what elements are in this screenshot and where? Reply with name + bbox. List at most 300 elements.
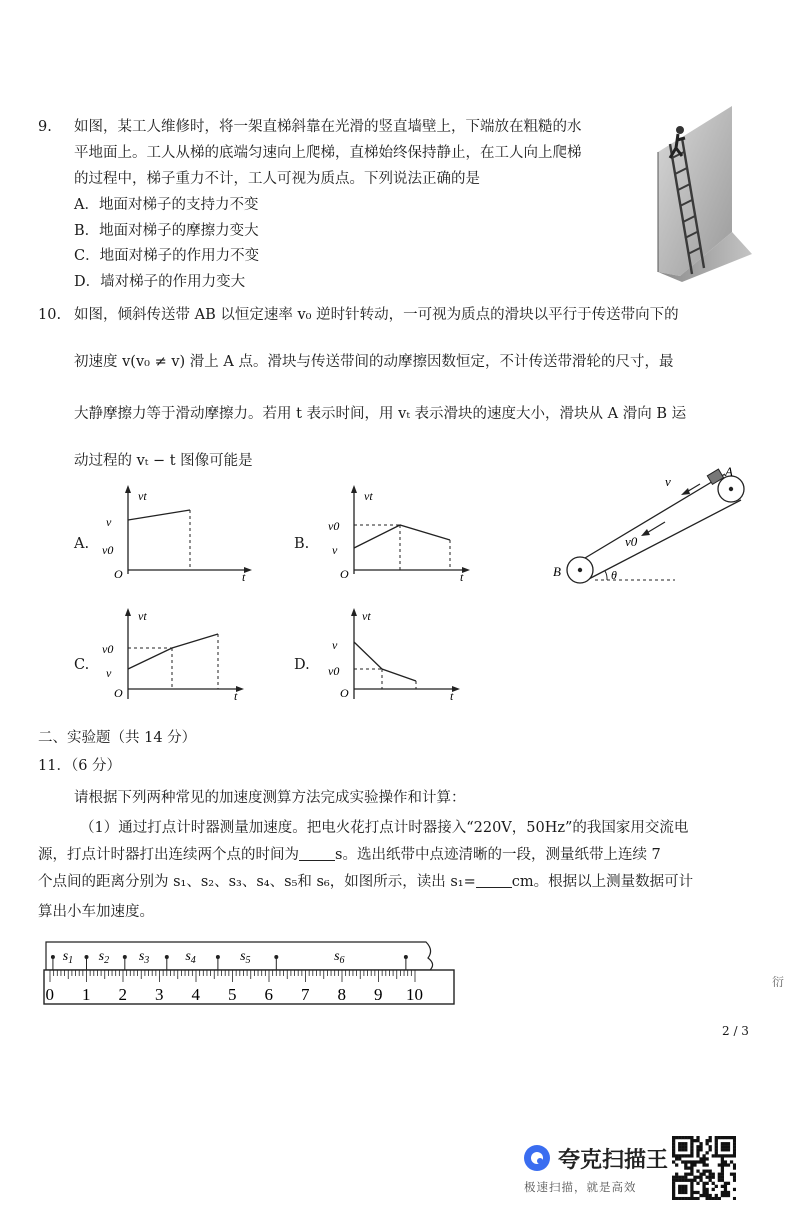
qr-module bbox=[702, 1163, 705, 1166]
graph-b-curve bbox=[354, 525, 450, 548]
qr-module bbox=[690, 1139, 693, 1142]
ruler-number: 9 bbox=[374, 985, 383, 1004]
belt-b-label: B bbox=[553, 564, 561, 579]
ruler-number: 5 bbox=[228, 985, 237, 1004]
ruler-number: 2 bbox=[118, 985, 127, 1004]
qr-module bbox=[706, 1157, 709, 1160]
qr-module bbox=[687, 1166, 690, 1169]
tape-dot bbox=[165, 955, 169, 959]
graph-d-v-tick: v bbox=[332, 638, 338, 652]
section-title: 二、实验题（共 14 分） bbox=[38, 730, 197, 746]
qr-module bbox=[702, 1154, 705, 1157]
qr-module bbox=[733, 1197, 736, 1200]
qr-module bbox=[693, 1163, 696, 1166]
graph-b-origin: O bbox=[340, 567, 349, 581]
qr-module bbox=[706, 1170, 709, 1173]
qr-module bbox=[684, 1148, 687, 1151]
qr-module bbox=[715, 1145, 718, 1148]
qr-module bbox=[706, 1142, 709, 1145]
qr-module bbox=[727, 1142, 730, 1145]
qr-module bbox=[721, 1157, 724, 1160]
q10-number: 10. bbox=[38, 307, 62, 323]
qr-module bbox=[709, 1173, 712, 1176]
qr-module bbox=[733, 1154, 736, 1157]
graph-b-ylabel: vt bbox=[364, 489, 373, 503]
qr-module bbox=[721, 1166, 724, 1169]
qr-module bbox=[696, 1170, 699, 1173]
graph-b-v-tick: v bbox=[332, 543, 338, 557]
graph-c-label: C. bbox=[74, 657, 90, 673]
qr-module bbox=[690, 1197, 693, 1200]
qr-module bbox=[712, 1197, 715, 1200]
qr-module bbox=[696, 1191, 699, 1194]
qr-module bbox=[724, 1160, 727, 1163]
qr-module bbox=[715, 1151, 718, 1154]
qr-module bbox=[681, 1197, 684, 1200]
qr-module bbox=[733, 1142, 736, 1145]
qr-module bbox=[684, 1136, 687, 1139]
graph-a-v-tick: v bbox=[106, 515, 112, 529]
qr-module bbox=[684, 1145, 687, 1148]
qr-module bbox=[706, 1188, 709, 1191]
tape-segment-label: $s_4$ bbox=[185, 949, 196, 966]
belt-v0-label: v0 bbox=[625, 534, 638, 549]
conveyor-belt-figure bbox=[545, 458, 760, 588]
qr-module bbox=[684, 1179, 687, 1182]
qr-module bbox=[709, 1194, 712, 1197]
qr-module bbox=[690, 1154, 693, 1157]
q11-header: 11．（6 分） bbox=[38, 758, 122, 774]
qr-module bbox=[721, 1142, 724, 1145]
qr-module bbox=[699, 1194, 702, 1197]
qr-module bbox=[721, 1170, 724, 1173]
qr-module bbox=[706, 1176, 709, 1179]
qr-module bbox=[715, 1154, 718, 1157]
qr-module bbox=[702, 1185, 705, 1188]
qr-module bbox=[709, 1170, 712, 1173]
qr-module bbox=[675, 1173, 678, 1176]
qr-module bbox=[699, 1157, 702, 1160]
qr-module bbox=[672, 1139, 675, 1142]
q9-option-b: B．地面对梯子的摩擦力变大 bbox=[74, 223, 259, 239]
qr-module bbox=[702, 1182, 705, 1185]
qr-module bbox=[727, 1182, 730, 1185]
tape-dot bbox=[404, 955, 408, 959]
qr-module bbox=[678, 1179, 681, 1182]
tape-dot bbox=[123, 955, 127, 959]
qr-module bbox=[678, 1191, 681, 1194]
qr-module bbox=[721, 1136, 724, 1139]
q9-option-a: A．地面对梯子的支持力不变 bbox=[74, 197, 259, 213]
qr-module bbox=[727, 1145, 730, 1148]
qr-module bbox=[709, 1179, 712, 1182]
qr-module bbox=[709, 1136, 712, 1139]
qr-module bbox=[696, 1160, 699, 1163]
qr-module bbox=[678, 1188, 681, 1191]
q11-p1-line3 bbox=[38, 872, 693, 892]
ruler-number: 0 bbox=[45, 985, 54, 1004]
q11-p1-line2-b: s。选出纸带中点迹清晰的一段，测量纸带上连续 7 bbox=[335, 847, 661, 863]
qr-module bbox=[718, 1197, 721, 1200]
q9-option-c: C．地面对梯子的作用力不变 bbox=[74, 248, 260, 264]
qr-module bbox=[681, 1185, 684, 1188]
qr-module bbox=[675, 1197, 678, 1200]
qr-module bbox=[706, 1194, 709, 1197]
ruler-figure bbox=[40, 936, 460, 1008]
qr-module bbox=[675, 1154, 678, 1157]
qr-module bbox=[690, 1160, 693, 1163]
qr-module bbox=[702, 1170, 705, 1173]
qr-module bbox=[681, 1154, 684, 1157]
qr-module bbox=[672, 1151, 675, 1154]
qr-module bbox=[702, 1157, 705, 1160]
qr-module bbox=[712, 1182, 715, 1185]
qr-module bbox=[690, 1194, 693, 1197]
answer-blank-period[interactable] bbox=[299, 846, 335, 861]
qr-module bbox=[681, 1148, 684, 1151]
qr-module bbox=[718, 1154, 721, 1157]
qr-module bbox=[690, 1163, 693, 1166]
qr-module bbox=[699, 1145, 702, 1148]
graph-c-curve bbox=[128, 634, 218, 669]
qr-module bbox=[684, 1154, 687, 1157]
tape-segment-label: $s_2$ bbox=[98, 949, 110, 966]
graph-a bbox=[98, 482, 258, 582]
q9-stem-line1: 如图，某工人维修时，将一架直梯斜靠在光滑的竖直墙壁上，下端放在粗糙的水 bbox=[74, 119, 582, 135]
graph-d-label: D. bbox=[294, 657, 310, 673]
belt-v-label: v bbox=[665, 474, 671, 489]
qr-module bbox=[724, 1145, 727, 1148]
qr-module bbox=[693, 1160, 696, 1163]
qr-module bbox=[675, 1176, 678, 1179]
qr-module bbox=[690, 1148, 693, 1151]
qr-module bbox=[693, 1179, 696, 1182]
qr-module bbox=[672, 1154, 675, 1157]
qr-module bbox=[727, 1136, 730, 1139]
qr-module bbox=[696, 1197, 699, 1200]
ruler-number: 7 bbox=[301, 985, 310, 1004]
qr-module bbox=[690, 1170, 693, 1173]
qr-module bbox=[712, 1188, 715, 1191]
qr-module bbox=[699, 1176, 702, 1179]
qr-module bbox=[715, 1148, 718, 1151]
qr-module bbox=[712, 1176, 715, 1179]
qr-module bbox=[733, 1166, 736, 1169]
ruler-number: 4 bbox=[191, 985, 200, 1004]
qr-module bbox=[721, 1194, 724, 1197]
graph-b-v0-tick: v0 bbox=[328, 519, 340, 533]
qr-module bbox=[724, 1191, 727, 1194]
graph-d-origin: O bbox=[340, 686, 349, 700]
tape-segment-label: $s_6$ bbox=[334, 949, 345, 966]
qr-module bbox=[730, 1173, 733, 1176]
qr-module bbox=[724, 1194, 727, 1197]
qr-module bbox=[699, 1179, 702, 1182]
qr-module bbox=[672, 1197, 675, 1200]
qr-module bbox=[687, 1179, 690, 1182]
qr-module bbox=[721, 1176, 724, 1179]
q11-p1-line3-b: cm。根据以上测量数据可计 bbox=[511, 874, 694, 890]
qr-module bbox=[678, 1185, 681, 1188]
qr-module bbox=[724, 1188, 727, 1191]
qr-module bbox=[699, 1160, 702, 1163]
qr-module bbox=[684, 1185, 687, 1188]
qr-module bbox=[706, 1191, 709, 1194]
q9-number: 9. bbox=[38, 119, 52, 135]
qr-module bbox=[675, 1136, 678, 1139]
tape-segment-label: $s_3$ bbox=[138, 949, 150, 966]
qr-module bbox=[724, 1142, 727, 1145]
qr-module bbox=[733, 1151, 736, 1154]
qr-module bbox=[724, 1136, 727, 1139]
qr-module bbox=[733, 1136, 736, 1139]
qr-module bbox=[696, 1148, 699, 1151]
belt-theta-label: θ bbox=[611, 568, 617, 582]
q11-p1-line2-a: 源，打点计时器打出连续两个点的时间为 bbox=[38, 847, 299, 863]
qr-module bbox=[709, 1145, 712, 1148]
qr-module bbox=[715, 1194, 718, 1197]
qr-module bbox=[678, 1145, 681, 1148]
ruler-number: 6 bbox=[264, 985, 273, 1004]
graph-d bbox=[320, 605, 480, 705]
q10-stem-line2: 初速度 v(v₀ ≠ v) 滑上 A 点。滑块与传送带间的动摩擦因数恒定，不计传送带滑轮的尺寸，最 bbox=[74, 354, 674, 370]
quark-logo-icon bbox=[522, 1143, 552, 1173]
qr-module bbox=[718, 1173, 721, 1176]
qr-module bbox=[672, 1148, 675, 1151]
graph-c bbox=[98, 605, 258, 705]
qr-module bbox=[727, 1154, 730, 1157]
qr-module bbox=[672, 1179, 675, 1182]
qr-module bbox=[675, 1163, 678, 1166]
qr-module bbox=[702, 1160, 705, 1163]
graph-a-origin: O bbox=[114, 567, 123, 581]
qr-module bbox=[690, 1182, 693, 1185]
qr-module bbox=[681, 1142, 684, 1145]
qr-module bbox=[672, 1182, 675, 1185]
graph-b-xlabel: t bbox=[460, 570, 464, 582]
side-mark: 衍 bbox=[772, 975, 785, 989]
qr-module bbox=[733, 1148, 736, 1151]
graph-b bbox=[320, 482, 480, 582]
qr-module bbox=[712, 1173, 715, 1176]
tape-dot bbox=[85, 955, 89, 959]
qr-module bbox=[687, 1154, 690, 1157]
qr-module bbox=[672, 1188, 675, 1191]
ladder-figure bbox=[640, 104, 755, 284]
qr-module bbox=[672, 1176, 675, 1179]
qr-module bbox=[709, 1197, 712, 1200]
graph-d-ylabel: vt bbox=[362, 609, 371, 623]
ruler-number: 3 bbox=[155, 985, 164, 1004]
qr-module bbox=[721, 1185, 724, 1188]
q10-stem-line3: 大静摩擦力等于滑动摩擦力。若用 t 表示时间，用 vₜ 表示滑块的速度大小，滑块从 A 滑向 B 运 bbox=[74, 406, 687, 422]
graph-d-curve bbox=[354, 642, 416, 681]
qr-module bbox=[696, 1182, 699, 1185]
qr-module bbox=[684, 1191, 687, 1194]
qr-module bbox=[681, 1191, 684, 1194]
qr-module bbox=[730, 1160, 733, 1163]
qr-module bbox=[733, 1176, 736, 1179]
graph-b-label: B. bbox=[294, 536, 310, 552]
qr-module bbox=[709, 1148, 712, 1151]
qr-module bbox=[678, 1136, 681, 1139]
qr-module bbox=[709, 1139, 712, 1142]
ruler-number: 8 bbox=[337, 985, 346, 1004]
qr-module bbox=[693, 1191, 696, 1194]
qr-module bbox=[733, 1173, 736, 1176]
qr-module bbox=[721, 1154, 724, 1157]
qr-module bbox=[672, 1136, 675, 1139]
graph-a-xlabel: t bbox=[242, 570, 246, 582]
qr-module bbox=[684, 1142, 687, 1145]
qr-module bbox=[715, 1139, 718, 1142]
qr-module bbox=[712, 1154, 715, 1157]
qr-module bbox=[690, 1142, 693, 1145]
qr-module bbox=[678, 1176, 681, 1179]
q9-stem-line3: 的过程中，梯子重力不计，工人可视为质点。下列说法正确的是 bbox=[74, 171, 480, 187]
belt-a-label: A bbox=[725, 464, 733, 479]
graph-c-xlabel: t bbox=[234, 689, 238, 703]
q11-p1-line2 bbox=[38, 845, 661, 865]
qr-module bbox=[681, 1136, 684, 1139]
graph-a-v0-tick: v0 bbox=[102, 543, 114, 557]
qr-module bbox=[733, 1179, 736, 1182]
qr-module bbox=[702, 1188, 705, 1191]
qr-module bbox=[672, 1191, 675, 1194]
qr-module bbox=[727, 1148, 730, 1151]
qr-module bbox=[721, 1191, 724, 1194]
qr-module bbox=[730, 1136, 733, 1139]
qr-module bbox=[687, 1160, 690, 1163]
qr-module bbox=[684, 1173, 687, 1176]
qr-module bbox=[696, 1151, 699, 1154]
qr-module bbox=[721, 1145, 724, 1148]
qr-module bbox=[681, 1179, 684, 1182]
qr-module bbox=[699, 1173, 702, 1176]
graph-d-v0-tick: v0 bbox=[328, 664, 340, 678]
qr-module bbox=[678, 1142, 681, 1145]
graph-c-origin: O bbox=[114, 686, 123, 700]
qr-module bbox=[678, 1154, 681, 1157]
qr-module bbox=[684, 1176, 687, 1179]
qr-module bbox=[690, 1136, 693, 1139]
q10-stem-line4: 动过程的 vₜ − t 图像可能是 bbox=[74, 453, 253, 469]
qr-module bbox=[681, 1145, 684, 1148]
qr-module bbox=[706, 1182, 709, 1185]
qr-module bbox=[693, 1176, 696, 1179]
qr-module bbox=[715, 1142, 718, 1145]
qr-module bbox=[721, 1163, 724, 1166]
qr-module bbox=[672, 1160, 675, 1163]
qr-module bbox=[690, 1179, 693, 1182]
tape-segment-label: $s_1$ bbox=[62, 949, 74, 966]
qr-module bbox=[706, 1151, 709, 1154]
qr-module bbox=[702, 1173, 705, 1176]
graph-a-curve bbox=[128, 510, 190, 520]
qr-module bbox=[699, 1142, 702, 1145]
graph-c-ylabel: vt bbox=[138, 609, 147, 623]
qr-module bbox=[672, 1142, 675, 1145]
qr-module bbox=[702, 1194, 705, 1197]
q10-stem-line1: 如图，倾斜传送带 AB 以恒定速率 v₀ 逆时针转动，一可视为质点的滑块以平行于传送带向下的 bbox=[74, 307, 679, 323]
ruler-number: 1 bbox=[82, 985, 91, 1004]
footer-brand bbox=[522, 1141, 672, 1201]
qr-module bbox=[681, 1160, 684, 1163]
qr-module bbox=[696, 1176, 699, 1179]
qr-module bbox=[687, 1173, 690, 1176]
tape-dot bbox=[216, 955, 220, 959]
qr-module bbox=[730, 1154, 733, 1157]
tape-segment-label: $s_5$ bbox=[240, 949, 251, 966]
qr-module bbox=[733, 1145, 736, 1148]
qr-module bbox=[721, 1148, 724, 1151]
q11-p1-line3-a: 个点间的距离分别为 s₁、s₂、s₃、s₄、s₅和 s₆，如图所示，读出 s₁= bbox=[38, 874, 476, 890]
qr-module bbox=[696, 1139, 699, 1142]
tape-dot bbox=[274, 955, 278, 959]
qr-module bbox=[706, 1163, 709, 1166]
qr-module bbox=[727, 1191, 730, 1194]
tape-dot bbox=[51, 955, 55, 959]
qr-module bbox=[684, 1166, 687, 1169]
qr-module bbox=[696, 1145, 699, 1148]
qr-module bbox=[672, 1194, 675, 1197]
qr-module bbox=[715, 1185, 718, 1188]
qr-module bbox=[721, 1179, 724, 1182]
qr-module bbox=[690, 1191, 693, 1194]
qr-module bbox=[724, 1163, 727, 1166]
qr-module bbox=[718, 1163, 721, 1166]
qr-module bbox=[675, 1157, 678, 1160]
qr-module bbox=[690, 1173, 693, 1176]
qr-module bbox=[727, 1194, 730, 1197]
qr-module bbox=[687, 1136, 690, 1139]
qr-module bbox=[693, 1139, 696, 1142]
qr-module bbox=[690, 1185, 693, 1188]
qr-module bbox=[724, 1154, 727, 1157]
answer-blank-s1[interactable] bbox=[476, 873, 512, 888]
qr-module bbox=[678, 1197, 681, 1200]
qr-module bbox=[715, 1197, 718, 1200]
qr-module bbox=[724, 1148, 727, 1151]
qr-module bbox=[684, 1163, 687, 1166]
graph-a-ylabel: vt bbox=[138, 489, 147, 503]
qr-module bbox=[706, 1197, 709, 1200]
page-number: 2 / 3 bbox=[722, 1024, 749, 1038]
qr-module bbox=[681, 1188, 684, 1191]
qr-module bbox=[690, 1145, 693, 1148]
qr-module bbox=[672, 1145, 675, 1148]
qr-module bbox=[718, 1136, 721, 1139]
qr-module bbox=[687, 1197, 690, 1200]
qr-module bbox=[733, 1188, 736, 1191]
qr-module bbox=[699, 1148, 702, 1151]
qr-module bbox=[684, 1197, 687, 1200]
qr-module bbox=[733, 1163, 736, 1166]
ruler-number: 10 bbox=[406, 985, 423, 1004]
qr-module bbox=[696, 1154, 699, 1157]
brand-name: 夸克扫描王 bbox=[558, 1148, 669, 1173]
qr-module bbox=[733, 1139, 736, 1142]
q11-intro: 请根据下列两种常见的加速度测算方法完成实验操作和计算： bbox=[74, 790, 466, 806]
qr-module bbox=[693, 1197, 696, 1200]
qr-module bbox=[690, 1166, 693, 1169]
qr-module bbox=[724, 1185, 727, 1188]
qr-module bbox=[672, 1185, 675, 1188]
q9-stem-line2: 平地面上。工人从梯的底端匀速向上爬梯，直梯始终保持静止，在工人向上爬梯 bbox=[74, 145, 582, 161]
qr-module bbox=[675, 1179, 678, 1182]
qr-code-icon[interactable] bbox=[672, 1136, 736, 1200]
qr-module bbox=[690, 1188, 693, 1191]
